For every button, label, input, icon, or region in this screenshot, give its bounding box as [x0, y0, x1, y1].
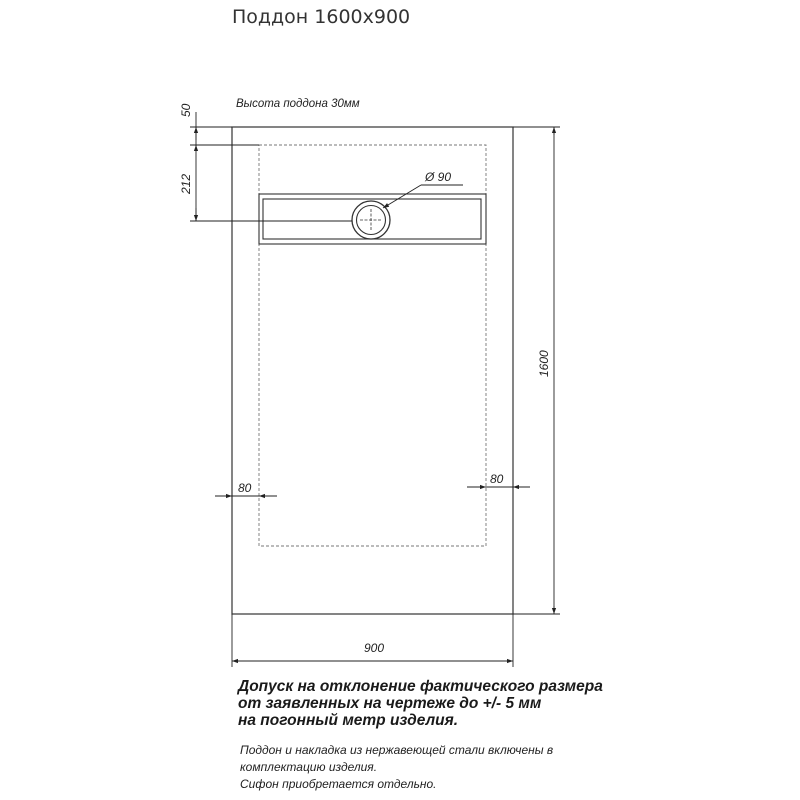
tolerance-note — [238, 678, 603, 729]
diameter-leader — [383, 185, 463, 208]
right-border-label: 80 — [490, 472, 504, 486]
note-line: комплектацию изделия. — [240, 760, 378, 774]
drawing-title: Поддон 1600х900 — [232, 6, 411, 28]
left-border-label: 80 — [238, 481, 252, 495]
left-dimension-lines — [190, 112, 352, 221]
package-notes — [240, 742, 553, 793]
length-label: 1600 — [537, 350, 551, 377]
width-label: 900 — [364, 641, 385, 655]
tolerance-line: Допуск на отклонение фактического размера — [238, 678, 603, 695]
drain-diameter-label: Ø 90 — [425, 170, 452, 184]
note-line: Сифон приобретается отдельно. — [240, 777, 437, 791]
tray-outline — [232, 127, 513, 614]
drain-offset-label: 212 — [179, 173, 193, 194]
tolerance-line: от заявленных на чертеже до +/- 5 мм — [238, 695, 542, 712]
height-note: Высота поддона 30мм — [236, 98, 360, 110]
note-line: Поддон и накладка из нержавеющей стали включены в — [240, 743, 554, 757]
tolerance-line: на погонный метр изделия. — [238, 712, 459, 729]
top-margin-label: 50 — [179, 103, 193, 117]
